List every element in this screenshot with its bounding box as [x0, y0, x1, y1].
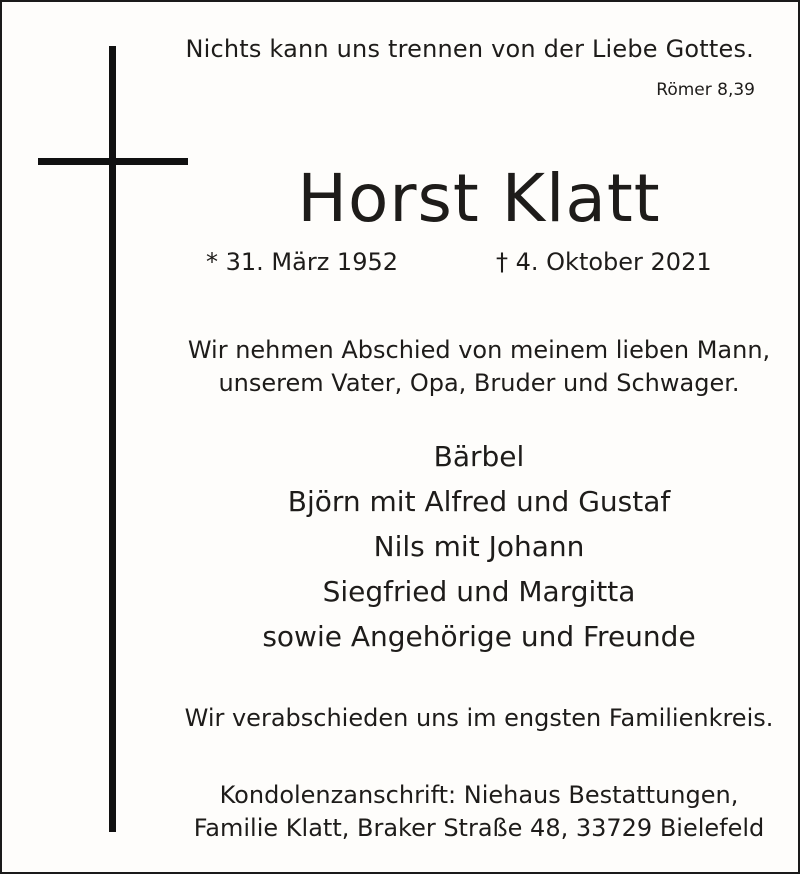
deceased-name: Horst Klatt — [297, 160, 661, 237]
condolence-line: Familie Klatt, Braker Straße 48, 33729 Bielefeld — [193, 814, 765, 842]
mourner-line: Siegfried und Margitta — [322, 575, 636, 608]
condolence-address — [162, 779, 796, 845]
mourner-line: sowie Angehörige und Freunde — [262, 620, 696, 653]
farewell-text — [162, 334, 796, 400]
death-date: † 4. Oktober 2021 — [496, 248, 712, 276]
mourner-line: Nils mit Johann — [373, 530, 585, 563]
private-ceremony-notice: Wir verabschieden uns im engsten Familienkreis. — [184, 704, 774, 732]
condolence-line: Kondolenzanschrift: Niehaus Bestattungen, — [219, 781, 739, 809]
bible-verse-reference: Römer 8,39 — [656, 80, 755, 100]
farewell-line: Wir nehmen Abschied von meinem lieben Mann, — [187, 336, 771, 364]
farewell-line: unserem Vater, Opa, Bruder und Schwager. — [218, 369, 740, 397]
mourner-line: Björn mit Alfred und Gustaf — [287, 485, 671, 518]
mourner-line: Bärbel — [433, 440, 525, 473]
bible-quote: Nichts kann uns trennen von der Liebe Gottes. — [185, 35, 754, 63]
mourners-list — [162, 434, 796, 659]
birth-date: * 31. März 1952 — [206, 248, 399, 276]
